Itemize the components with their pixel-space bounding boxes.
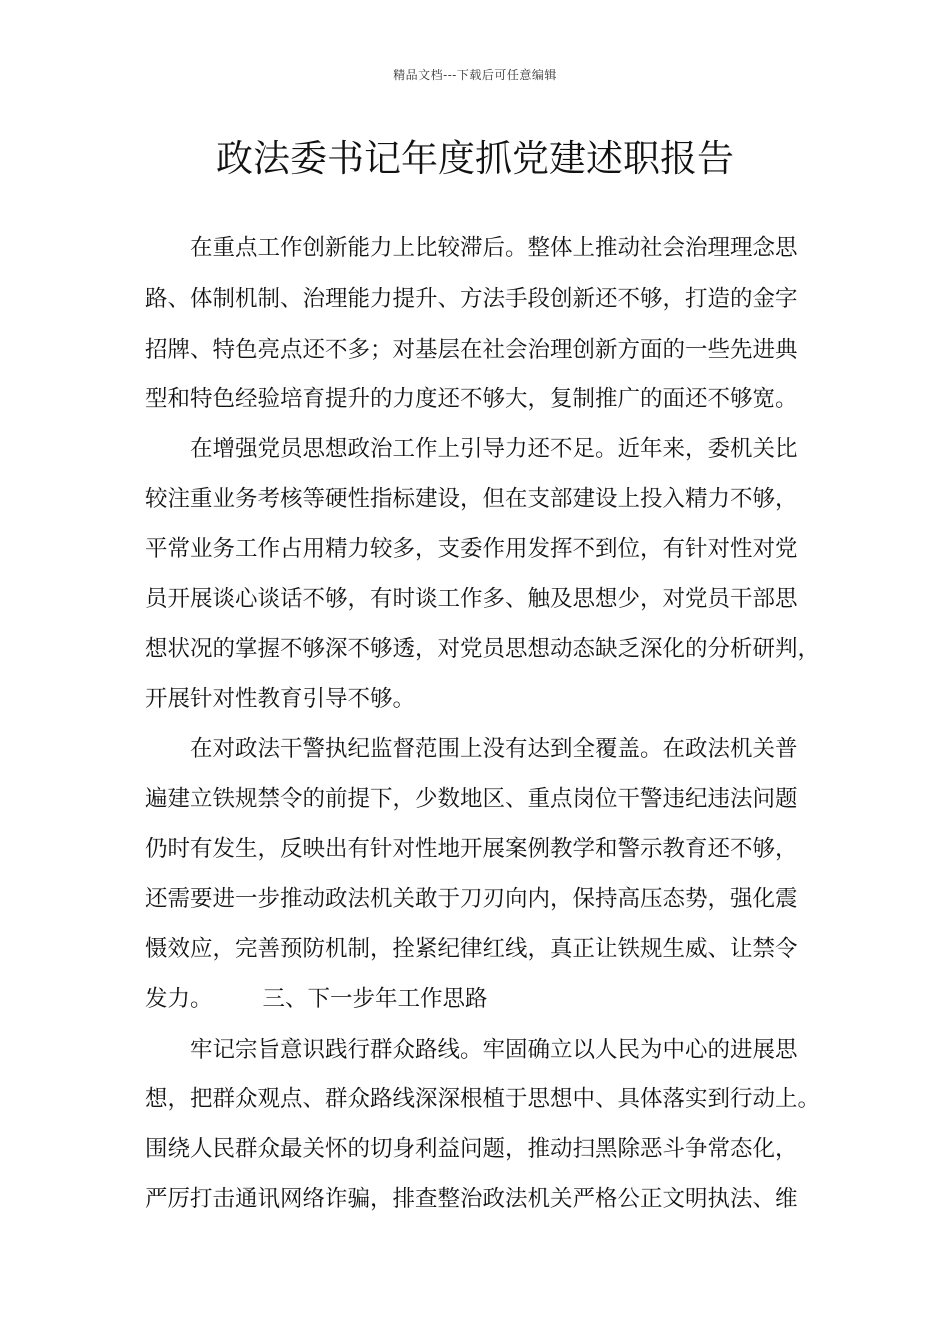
body-line: 还需要进一步推动政法机关敢于刀刃向内，保持高压态势，强化震 [145, 886, 798, 912]
body-line: 员开展谈心谈话不够，有时谈工作多、触及思想少，对党员干部思 [145, 586, 798, 612]
body-line: 型和特色经验培育提升的力度还不够大，复制推广的面还不够宽。 [145, 386, 798, 412]
body-line-with-heading [145, 984, 488, 1014]
body-line: 在对政法干警执纪监督范围上没有达到全覆盖。在政法机关普 [190, 736, 798, 762]
body-line: 招牌、特色亮点还不多；对基层在社会治理创新方面的一些先进典 [145, 337, 798, 363]
body-line: 想状况的掌握不够深不够透，对党员思想动态缺乏深化的分析研判， [145, 636, 821, 662]
page-header: 精品文档---下载后可任意编辑 [393, 68, 557, 82]
body-line: 想，把群众观点、群众路线深深根植于思想中、具体落实到行动上。 [145, 1086, 821, 1112]
body-line: 遍建立铁规禁令的前提下，少数地区、重点岗位干警违纪违法问题 [145, 786, 798, 812]
body-line: 较注重业务考核等硬性指标建设，但在支部建设上投入精力不够， [145, 486, 798, 512]
body-line: 路、体制机制、治理能力提升、方法手段创新还不够，打造的金字 [145, 286, 798, 312]
body-line: 仍时有发生，反映出有针对性地开展案例教学和警示教育还不够， [145, 836, 798, 862]
body-line: 慑效应，完善预防机制，拴紧纪律红线，真正让铁规生威、让禁令 [145, 936, 798, 962]
body-line: 开展针对性教育引导不够。 [145, 686, 416, 712]
body-line: 在重点工作创新能力上比较滞后。整体上推动社会治理理念思 [190, 235, 798, 261]
body-line: 在增强党员思想政治工作上引导力还不足。近年来，委机关比 [190, 436, 798, 462]
body-line: 牢记宗旨意识践行群众路线。牢固确立以人民为中心的进展思 [190, 1037, 798, 1063]
body-line-end: 发力。 [145, 986, 213, 1012]
body-line: 平常业务工作占用精力较多，支委作用发挥不到位，有针对性对党 [145, 536, 798, 562]
body-line: 围绕人民群众最关怀的切身利益问题，推动扫黑除恶斗争常态化， [145, 1136, 798, 1162]
section-heading: 三、下一步年工作思路 [262, 986, 488, 1012]
document-title: 政法委书记年度抓党建述职报告 [216, 137, 734, 180]
body-line: 严厉打击通讯网络诈骗，排查整治政法机关严格公正文明执法、维 [145, 1186, 798, 1212]
